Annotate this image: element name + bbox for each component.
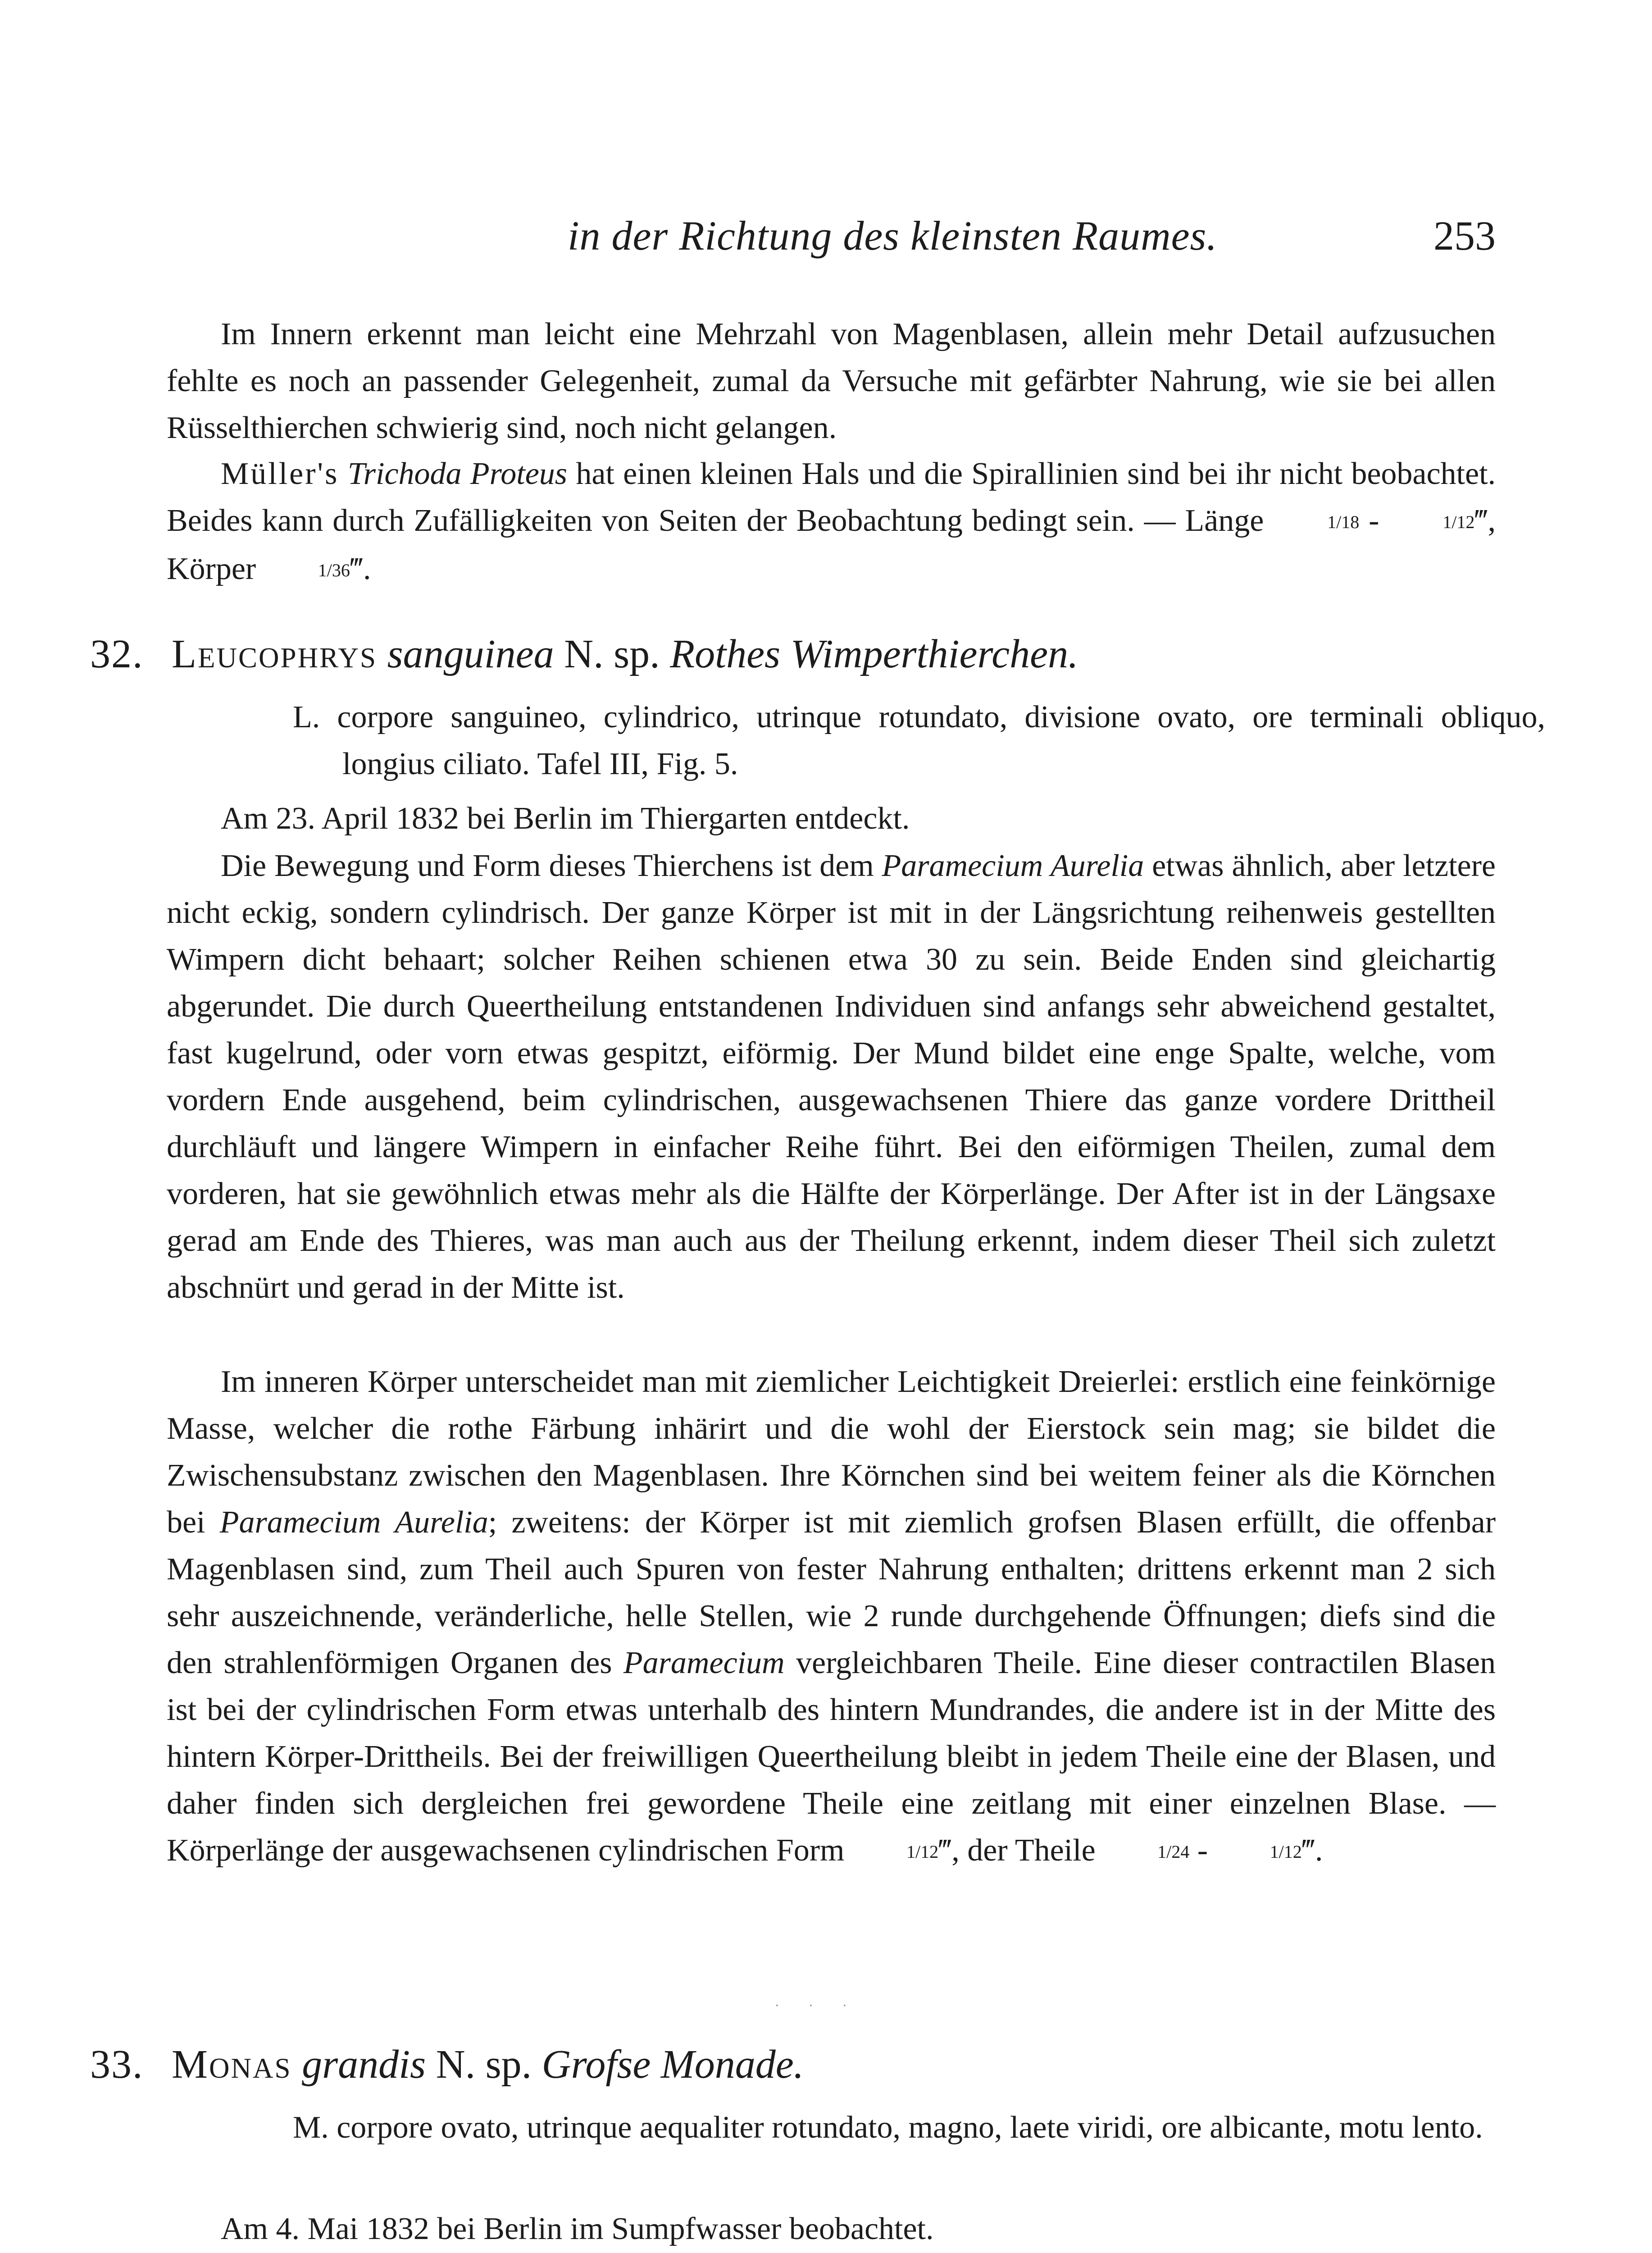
entry-32-heading	[90, 631, 1079, 677]
species-name: Paramecium Aurelia	[219, 1505, 488, 1540]
paragraph-text: vergleichbaren Theile. Eine dieser contractilen Blasen ist bei der cylindrischen Form etwas unterhalb des hintern Mundrandes, die andere ist in der Mitte des hintern Körper-Drittheils. Bei der freiwilligen Queertheilung bleibt in jedem Theile eine der Blasen, und daher finden sich dergleichen frei gewordene Theile eine zeitlang mit einer einzelnen Blase. — Körperlänge der ausgewachsenen cylindrischen Form	[167, 1646, 1496, 1868]
page-header	[171, 212, 1496, 266]
fraction: 1/24	[1157, 1842, 1190, 1862]
common-name: Grofse Monade.	[542, 2042, 804, 2087]
entry-32-paragraph-2	[167, 1359, 1496, 1875]
new-species-label: N. sp.	[564, 632, 660, 676]
paragraph-text: Im inneren Körper unterscheidet man mit ziemlicher Leichtigkeit Dreierlei: erstlich eine feinkörnige Masse, welcher die rothe Färbung inhärirt und die wohl der Eierstock sein mag; sie bildet die Zwischensubstanz zwischen den Magenblasen. Ihre Körnchen sind bei weitem feiner als die Körnchen bei	[167, 1364, 1496, 1540]
species-name: sanguinea	[387, 632, 554, 676]
fraction: 1/12	[1270, 1842, 1302, 1862]
running-title: in der Richtung des kleinsten Raumes.	[568, 213, 1218, 259]
entry-number: 33.	[90, 2042, 144, 2087]
unit-text: ‴.	[350, 552, 371, 586]
author-name: Müller's	[221, 456, 339, 491]
species-name: Paramecium Aurelia	[882, 848, 1144, 883]
species-name: Paramecium	[623, 1646, 785, 1680]
intro-paragraph-1	[167, 311, 1496, 452]
dash: -	[1369, 503, 1379, 538]
unit-text: ‴.	[1302, 1833, 1323, 1868]
fraction: 1/12	[906, 1842, 939, 1862]
entry-33-heading	[90, 2041, 804, 2088]
unit-text: ‴, Körper	[167, 503, 1496, 586]
entry-33-found: Am 4. Mai 1832 bei Berlin im Sumpfwasser beobachtet.	[221, 2212, 934, 2246]
species-name: grandis	[302, 2042, 426, 2087]
genus-name: Leucophrys	[172, 632, 378, 676]
unit-text: ‴, der Theile	[938, 1833, 1096, 1868]
fraction: 1/12	[1443, 512, 1475, 532]
new-species-label: N. sp.	[436, 2042, 532, 2087]
paragraph-text: etwas ähnlich, aber letztere nicht eckig, sondern cylindrisch. Der ganze Körper ist mit in der Längsrichtung reihenweis gestellten Wimpern dicht behaart; solcher Reihen schienen etwa 30 zu sein. Beide Enden sind gleichartig abgerundet. Die durch Queertheilung entstandenen Individuen sind anfangs sehr abweichend gestaltet, fast kugelrund, oder vorn etwas gespitzt, eiförmig. Der Mund bildet eine enge Spalte, welche, vom vordern Ende ausgehend, beim cylindrischen, ausgewachsenen Thiere das ganze vordere Drittheil durchläuft und längere Wimpern in einfacher Reihe führt. Bei den eiförmigen Theilen, zumal dem vorderen, hat sie gewöhnlich etwas mehr als die Hälfte der Körperlänge. Der After ist in der Längsaxe gerad am Ende des Thieres, was man auch aus der Theilung erkennt, indem dieser Theil sich zuletzt abschnürt und gerad in der Mitte ist.	[167, 848, 1496, 1305]
page-number: 253	[1434, 213, 1496, 259]
genus-name: Monas	[172, 2042, 292, 2087]
separator-dots: . . .	[775, 1994, 860, 2010]
entry-32-found: Am 23. April 1832 bei Berlin im Thiergarten entdeckt.	[221, 801, 910, 836]
paragraph-text: Die Bewegung und Form dieses Thierchens ist dem	[221, 848, 874, 883]
intro-p2-text: hat einen kleinen Hals und die Spirallinien sind bei ihr nicht beobachtet. Beides kann durch Zufälligkeiten von Seiten der Beobachtung bedingt sein. — Länge	[167, 456, 1496, 538]
intro-paragraph-2	[167, 451, 1496, 594]
paragraph-text: ; zweitens: der Körper ist mit ziemlich grofsen Blasen erfüllt, die offenbar Magenblasen sind, zum Theil auch Spuren von fester Nahrung enthalten; drittens erkennt man 2 sich sehr auszeichnende, veränderliche, helle Stellen, wie 2 runde durchgehende Öffnungen; diefs sind die den strahlenförmigen Organen des	[167, 1505, 1496, 1680]
entry-32-diagnosis: L. corpore sanguineo, cylindrico, utrinque rotundato, divisione ovato, ore terminali obliquo, longius ciliato. Tafel III, Fig. 5.	[293, 700, 1545, 781]
species-name: Trichoda Proteus	[347, 456, 568, 491]
entry-33-diagnosis: M. corpore ovato, utrinque aequaliter rotundato, magno, laete viridi, ore albicante, motu lento.	[293, 2110, 1483, 2145]
entry-32-paragraph-1	[167, 843, 1496, 1311]
fraction: 1/18	[1327, 512, 1360, 532]
common-name: Rothes Wimperthierchen.	[670, 632, 1079, 676]
fraction: 1/36	[318, 560, 350, 580]
intro-p1-text: Im Innern erkennt man leicht eine Mehrzahl von Magenblasen, allein mehr Detail aufzusuchen fehlte es noch an passender Gelegenheit, zumal da Versuche mit gefärbter Nahrung, wie sie bei allen Rüsselthierchen schwierig sind, noch nicht gelangen.	[167, 317, 1496, 445]
dash: -	[1197, 1833, 1208, 1868]
entry-number: 32.	[90, 632, 144, 676]
